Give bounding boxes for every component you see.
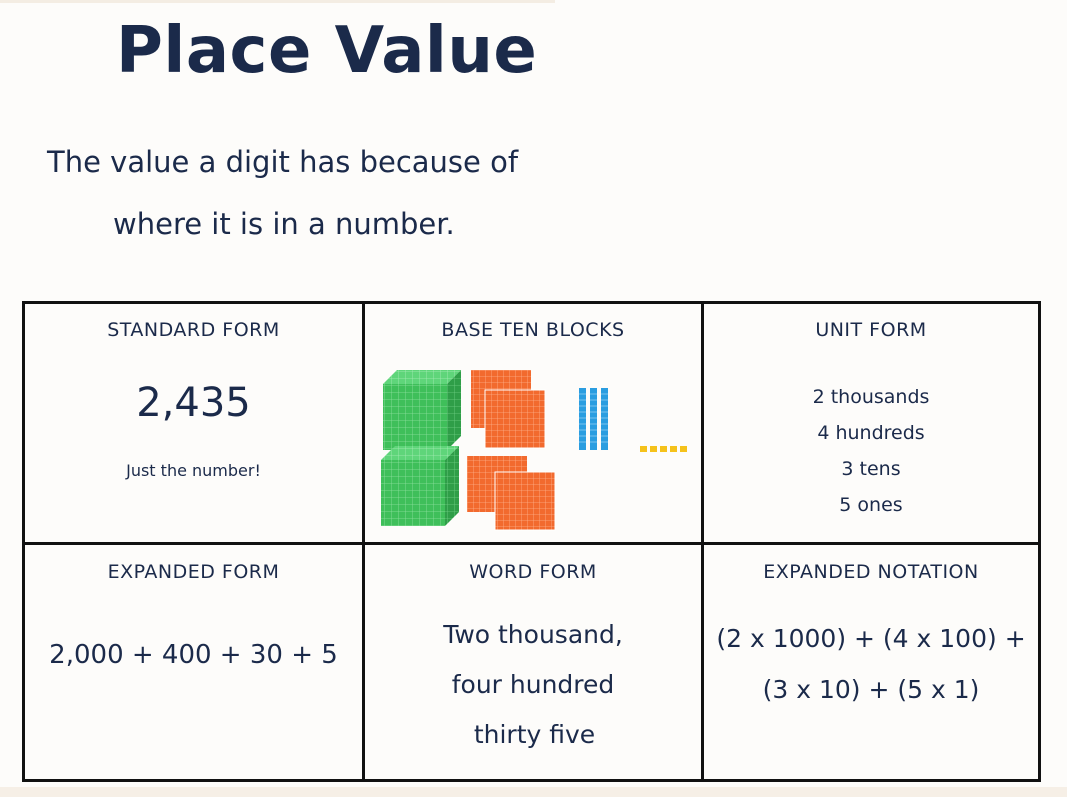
expanded-notation-line: (2 x 1000) + (4 x 100) +	[716, 624, 1026, 653]
expanded-notation-cell	[704, 545, 1038, 779]
place-value-grid	[22, 301, 1041, 782]
word-form-text	[365, 610, 701, 760]
hundred-flat	[495, 472, 555, 530]
base-ten-blocks-cell	[365, 304, 701, 542]
expanded-notation-text	[704, 613, 1038, 715]
unit-form-heading: UNIT FORM	[815, 319, 927, 341]
unit-form-item: 5 ones	[839, 494, 903, 516]
thousand-cube	[383, 370, 461, 450]
one-unit	[680, 446, 687, 452]
definition-line-1: The value a digit has because of	[47, 145, 519, 179]
one-unit	[640, 446, 647, 452]
expanded-form-cell	[25, 545, 362, 779]
top-border-strip	[0, 0, 555, 3]
ten-rod	[601, 388, 608, 450]
one-unit	[670, 446, 677, 452]
base-ten-blocks-illustration	[377, 364, 697, 534]
unit-form-item: 3 tens	[841, 458, 901, 480]
expanded-form-heading: EXPANDED FORM	[107, 561, 280, 583]
expanded-notation-line: (3 x 10) + (5 x 1)	[762, 675, 980, 704]
word-form-line: four hundred	[451, 670, 615, 699]
unit-form-list	[704, 379, 1038, 523]
unit-form-item: 2 thousands	[812, 386, 930, 408]
bottom-border-strip	[0, 787, 1067, 797]
standard-form-cell	[25, 304, 362, 542]
ten-rod	[590, 388, 597, 450]
one-unit	[650, 446, 657, 452]
word-form-line: Two thousand,	[443, 620, 623, 649]
word-form-line: thirty five	[473, 720, 596, 749]
word-form-cell	[365, 545, 701, 779]
standard-form-heading: STANDARD FORM	[107, 319, 280, 341]
hundred-flat	[485, 390, 545, 448]
unit-form-item: 4 hundreds	[817, 422, 925, 444]
definition-line-2: where it is in a number.	[113, 207, 455, 241]
ten-rod	[579, 388, 586, 450]
standard-form-number: 2,435	[136, 380, 251, 426]
word-form-heading: WORD FORM	[469, 561, 597, 583]
base-ten-blocks-heading: BASE TEN BLOCKS	[441, 319, 625, 341]
one-unit	[660, 446, 667, 452]
expanded-notation-heading: EXPANDED NOTATION	[763, 561, 979, 583]
unit-form-cell	[704, 304, 1038, 542]
page-title: Place Value	[116, 14, 538, 88]
expanded-form-text: 2,000 + 400 + 30 + 5	[49, 640, 338, 670]
thousand-cube	[381, 446, 459, 526]
standard-form-note: Just the number!	[126, 461, 261, 480]
